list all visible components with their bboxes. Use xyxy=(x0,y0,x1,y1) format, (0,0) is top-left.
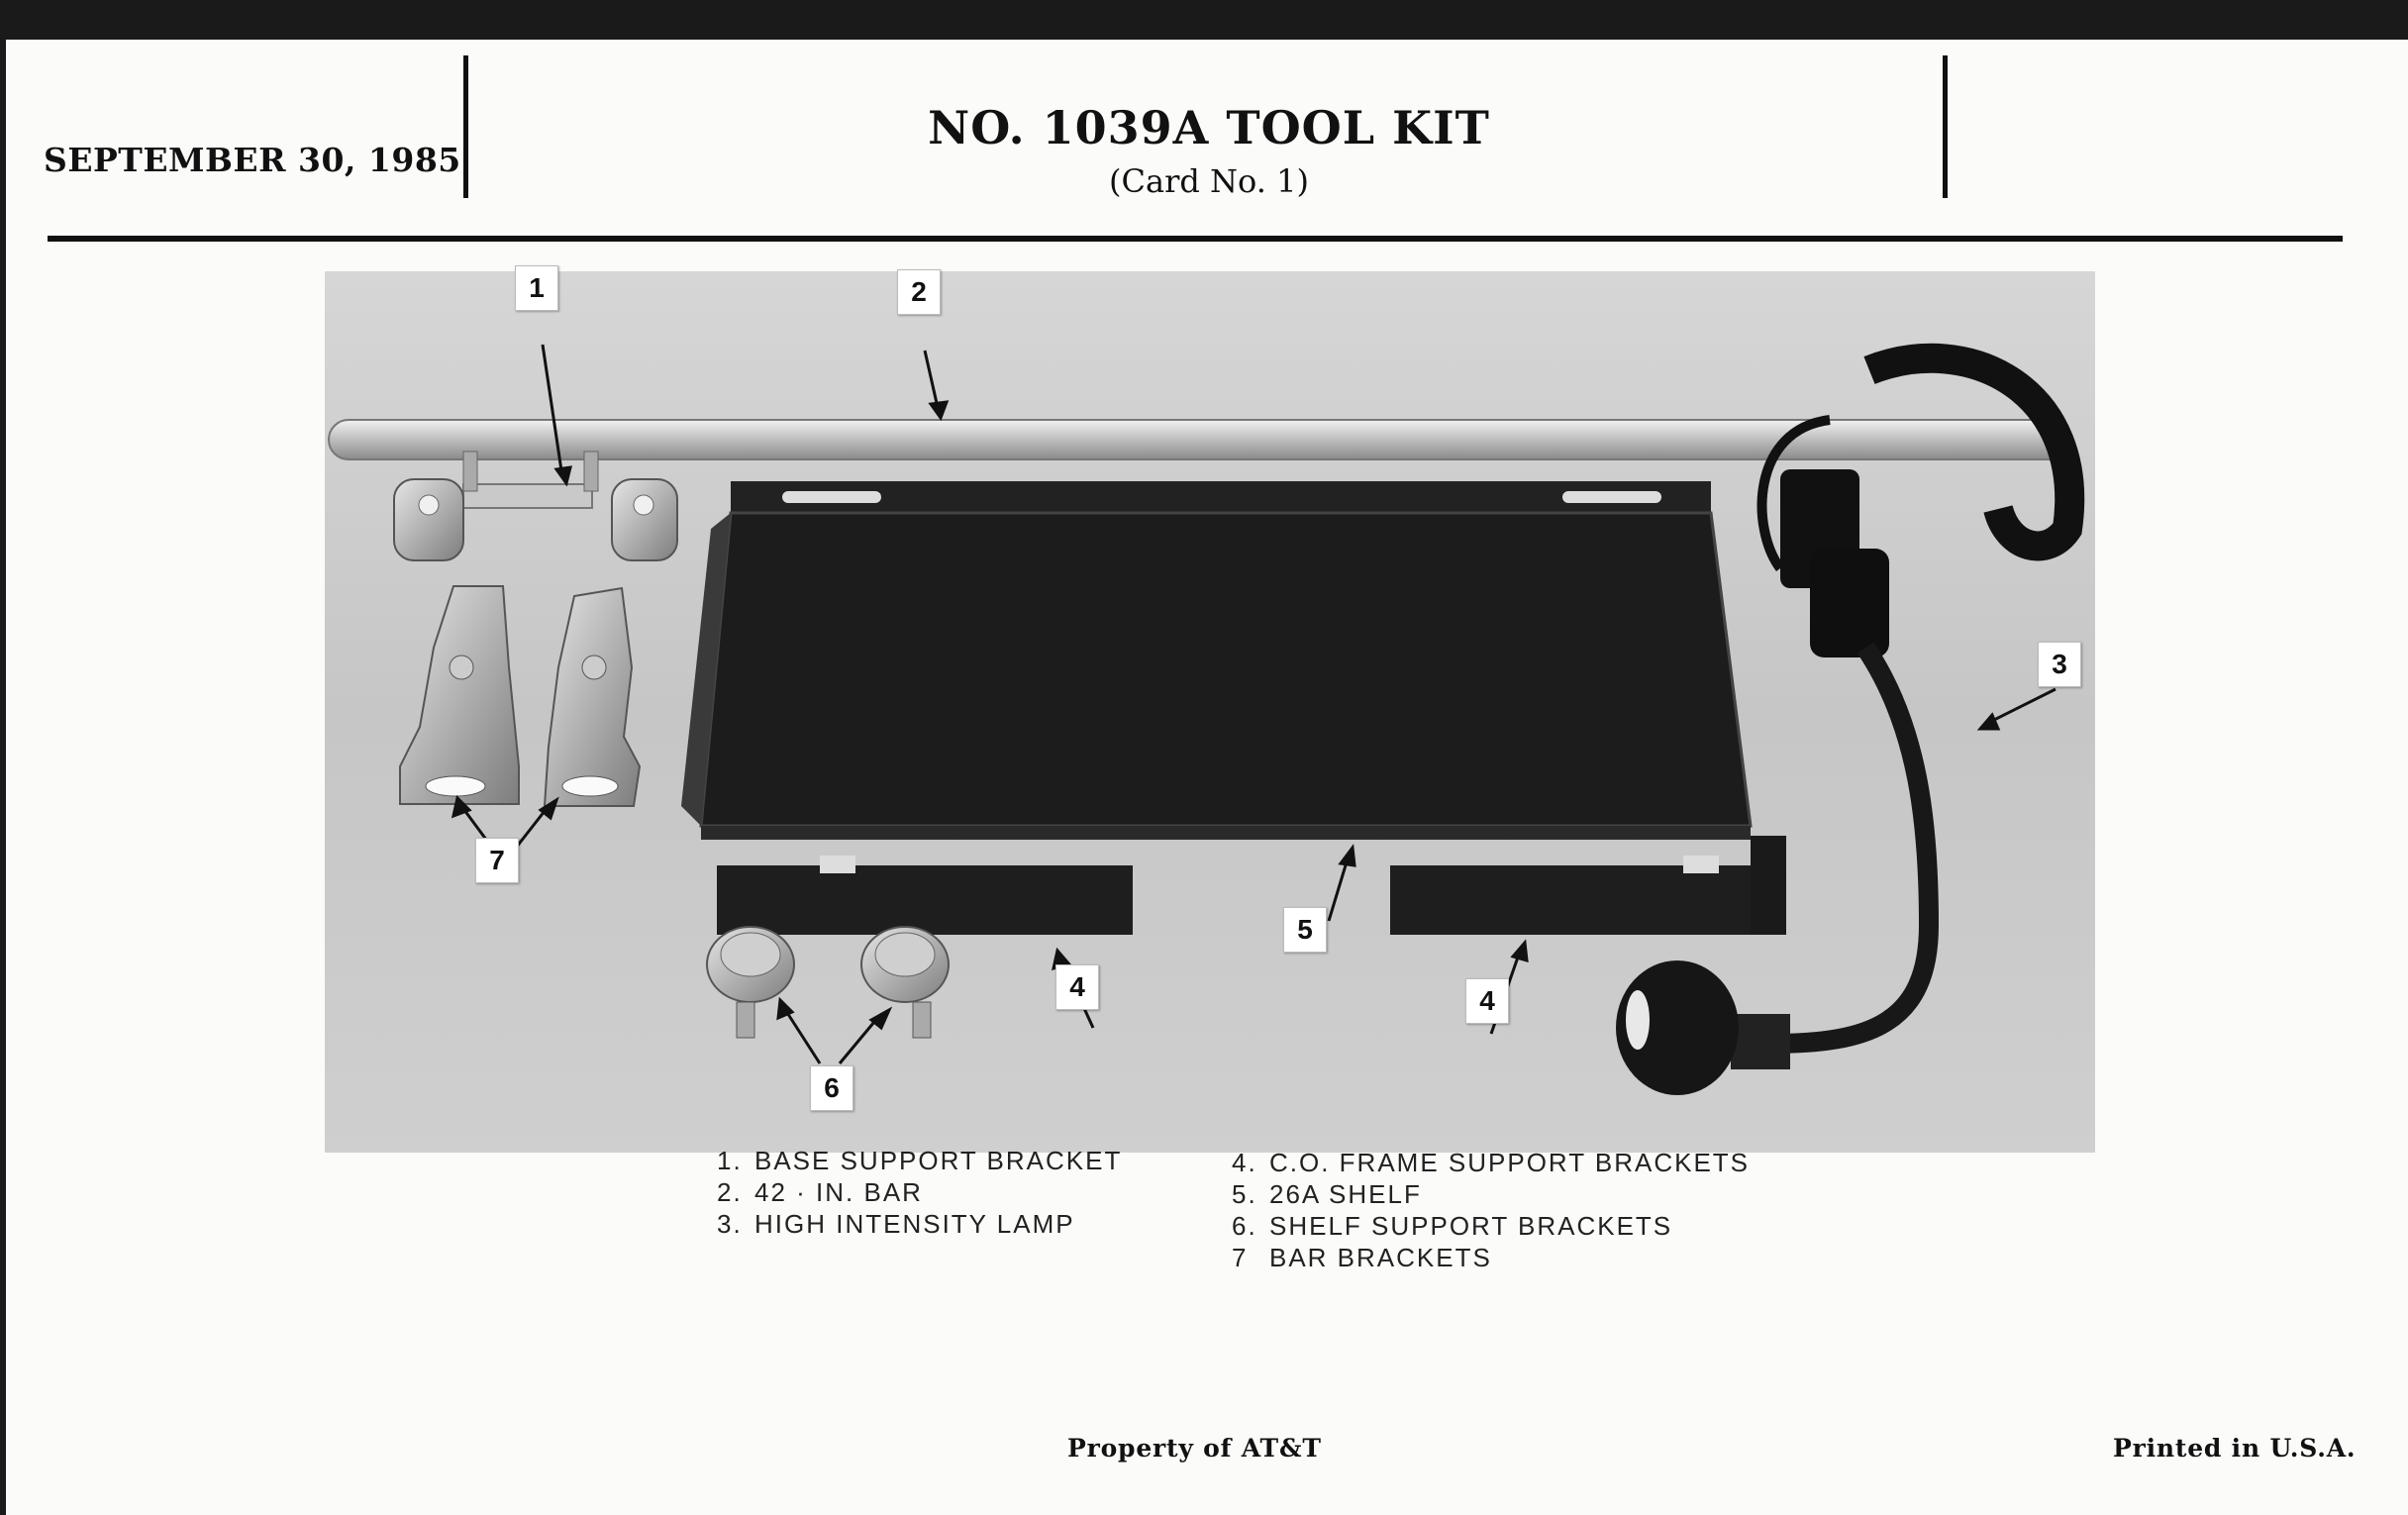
header-divider-left xyxy=(463,55,468,198)
callout-1: 1 xyxy=(515,265,558,311)
legend-item: 2. 42 · IN. BAR xyxy=(717,1177,923,1207)
legend-item: 6. SHELF SUPPORT BRACKETS xyxy=(1232,1211,1673,1241)
callout-2: 2 xyxy=(897,269,941,315)
legend-item: 4. C.O. FRAME SUPPORT BRACKETS xyxy=(1232,1148,1751,1177)
callout-4-right: 4 xyxy=(1465,978,1509,1024)
tool-kit-card xyxy=(6,40,2408,1515)
footer-property: Property of AT&T xyxy=(1067,1434,1322,1463)
callout-3: 3 xyxy=(2038,642,2081,687)
legend-item: 5. 26A SHELF xyxy=(1232,1179,1422,1209)
card-date: SEPTEMBER 30, 1985 xyxy=(44,141,461,179)
legend-item: 3. HIGH INTENSITY LAMP xyxy=(717,1209,1075,1239)
callout-7: 7 xyxy=(475,838,519,883)
legend-right xyxy=(1232,1147,1750,1273)
legend-item: 7 BAR BRACKETS xyxy=(1232,1243,1492,1272)
footer-printed: Printed in U.S.A. xyxy=(2113,1434,2357,1463)
header-divider-right xyxy=(1943,55,1948,198)
callout-6: 6 xyxy=(810,1065,853,1111)
callout-5: 5 xyxy=(1283,907,1327,953)
tool-kit-photo xyxy=(325,271,2095,1153)
header-rule xyxy=(48,236,2343,242)
26a-shelf xyxy=(681,481,1751,840)
legend-item: 1. BASE SUPPORT BRACKET xyxy=(717,1146,1123,1175)
callout-4-left: 4 xyxy=(1055,964,1099,1010)
card-subtitle: (Card No. 1) xyxy=(1109,162,1309,200)
card-title: NO. 1039A TOOL KIT xyxy=(928,101,1490,154)
legend-left xyxy=(717,1145,1122,1240)
